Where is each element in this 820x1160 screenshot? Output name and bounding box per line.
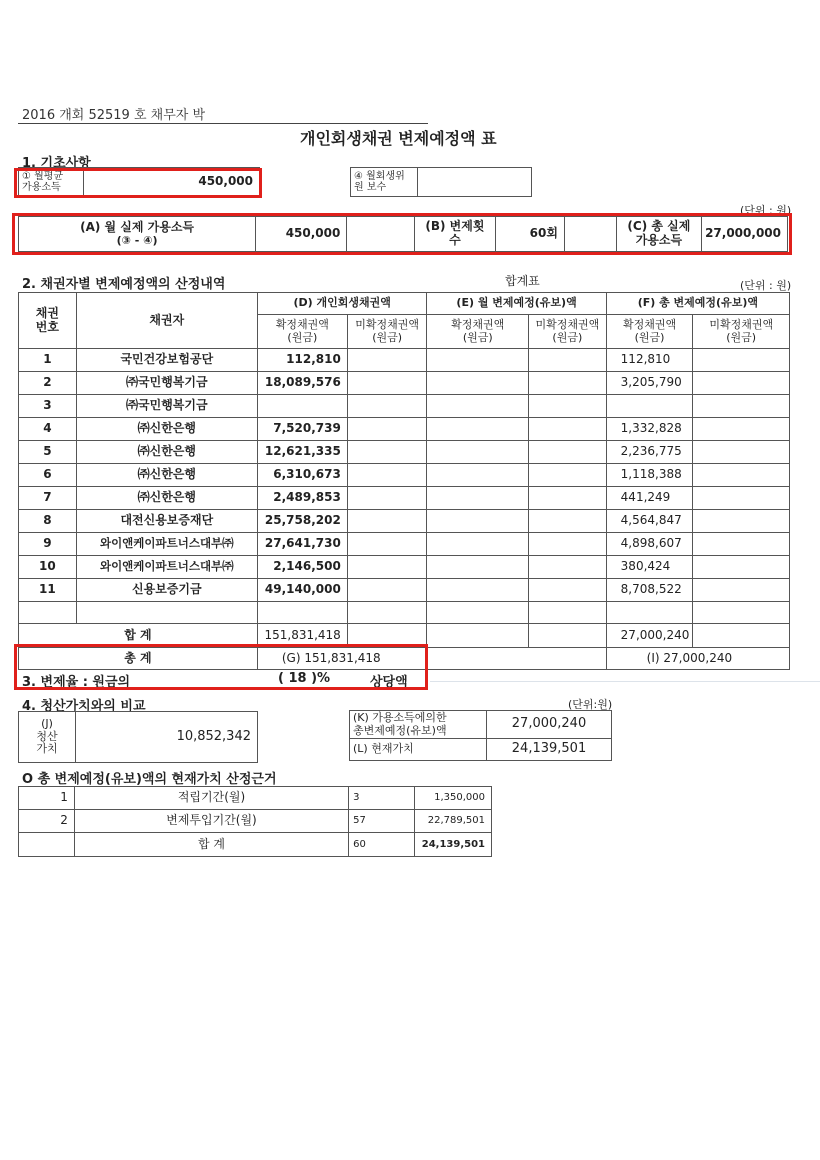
table-row <box>19 372 790 395</box>
row-cell <box>693 418 790 441</box>
row-cell <box>529 602 607 624</box>
row-cell <box>76 602 257 624</box>
row-cell <box>427 418 529 441</box>
row-no: 5 <box>19 441 77 464</box>
a-value: 450,000 <box>256 217 347 252</box>
row-cell <box>427 395 529 418</box>
a-label-l1: (A) 월 실제 가용소득 <box>80 219 195 234</box>
row-creditor: ㈜국민행복기금 <box>76 395 257 418</box>
table-row <box>19 349 790 372</box>
row-d: 6,310,673 <box>257 464 347 487</box>
row-cell <box>347 349 427 372</box>
row-cell <box>427 556 529 579</box>
basis-sum-row <box>19 833 492 857</box>
table-row <box>19 441 790 464</box>
row-f: 1,332,828 <box>606 418 693 441</box>
basis-label: 변제투입기간(월) <box>74 810 348 833</box>
head-creditor: 채권자 <box>76 293 257 349</box>
j-value: 10,852,342 <box>76 712 258 763</box>
row-cell <box>427 510 529 533</box>
row-d: 7,520,739 <box>257 418 347 441</box>
row-cell <box>529 533 607 556</box>
row-cell <box>427 579 529 602</box>
row-no: 8 <box>19 510 77 533</box>
row-cell <box>693 441 790 464</box>
sub-label: (원금) <box>287 330 318 344</box>
row-f: 8,708,522 <box>606 579 693 602</box>
row-creditor: 국민건강보험공단 <box>76 349 257 372</box>
row-cell <box>347 395 427 418</box>
sub-label: (원금) <box>462 330 493 344</box>
sec2-summary-label: 합계표 <box>505 274 540 288</box>
row-cell <box>529 510 607 533</box>
sub-label: 확정채권액 <box>622 317 677 331</box>
row-d: 18,089,576 <box>257 372 347 395</box>
sub-d-confirmed <box>257 315 347 349</box>
sub-e-unconfirmed <box>529 315 607 349</box>
row-d: 12,621,335 <box>257 441 347 464</box>
row-f: 1,118,388 <box>606 464 693 487</box>
table-row <box>19 418 790 441</box>
highlight-box-summary <box>12 213 792 255</box>
row-cell <box>529 556 607 579</box>
row-cell <box>427 487 529 510</box>
row-creditor: 신용보증기금 <box>76 579 257 602</box>
row-cell <box>347 372 427 395</box>
b-value: 60회 <box>496 217 565 252</box>
b-label-l2: 수 <box>449 233 461 247</box>
trustee-table <box>350 167 532 197</box>
basis-label: 적립기간(월) <box>74 787 348 810</box>
basis-months: 3 <box>349 787 415 810</box>
row-d: 112,810 <box>257 349 347 372</box>
row-f <box>606 395 693 418</box>
trustee-label-l1: ④ 월회생위 <box>354 170 405 182</box>
sec3-title: 3. 변제율 : 원금의 <box>22 675 131 690</box>
row-cell <box>529 464 607 487</box>
row-cell <box>427 624 529 648</box>
row-cell <box>529 487 607 510</box>
row-cell <box>347 487 427 510</box>
sub-label: (원금) <box>726 330 757 344</box>
sum-d: 151,831,418 <box>257 624 347 648</box>
row-d: 2,146,500 <box>257 556 347 579</box>
sec4-unit: (단위:원) <box>568 698 613 711</box>
sub-f-unconfirmed <box>693 315 790 349</box>
table-row <box>19 556 790 579</box>
sum-f: 27,000,240 <box>606 624 693 648</box>
row-cell <box>693 510 790 533</box>
row-cell <box>347 533 427 556</box>
head-no-l1: 채권 <box>35 305 59 320</box>
liquidation-table <box>18 711 258 763</box>
sec1-title: 1. 기초사항 <box>22 156 91 171</box>
c-label-l1: (C) 총 실제 <box>627 219 691 234</box>
row-cell <box>19 833 75 857</box>
row-cell <box>693 602 790 624</box>
basis-sum-amount: 24,139,501 <box>414 833 491 857</box>
row-d: 25,758,202 <box>257 510 347 533</box>
basis-no: 1 <box>19 787 75 810</box>
table-row <box>19 487 790 510</box>
row-cell <box>693 579 790 602</box>
sec3-rate: ( 18 )% <box>278 671 331 686</box>
table-row <box>19 395 790 418</box>
income-label-l1: ① 월평균 <box>22 170 64 182</box>
row-cell <box>529 418 607 441</box>
row-cell <box>347 418 427 441</box>
sec4-title: 4. 청산가치와의 비교 <box>22 699 146 714</box>
row-cell <box>427 464 529 487</box>
row-cell <box>347 602 427 624</box>
row-f: 4,898,607 <box>606 533 693 556</box>
sub-label: (원금) <box>372 330 403 344</box>
row-no: 10 <box>19 556 77 579</box>
sub-f-confirmed <box>606 315 693 349</box>
row-cell <box>529 624 607 648</box>
row-creditor: ㈜국민행복기금 <box>76 372 257 395</box>
row-f: 380,424 <box>606 556 693 579</box>
row-no: 1 <box>19 349 77 372</box>
l-label: (L) 현재가치 <box>350 739 487 761</box>
head-no-l2: 번호 <box>35 319 59 334</box>
table-row <box>19 510 790 533</box>
row-no: 2 <box>19 372 77 395</box>
trustee-value <box>418 168 532 197</box>
row-creditor: 와이앤케이파트너스대부㈜ <box>76 556 257 579</box>
sub-label: (원금) <box>634 330 665 344</box>
trustee-label-l2: 원 보수 <box>354 182 387 193</box>
highlight-box-rate <box>14 644 428 690</box>
row-cell <box>347 579 427 602</box>
basis-months: 57 <box>349 810 415 833</box>
row-cell <box>347 464 427 487</box>
row-cell <box>427 602 529 624</box>
sub-label: 확정채권액 <box>275 317 329 331</box>
row-cell <box>427 441 529 464</box>
table-row <box>19 533 790 556</box>
row-no: 3 <box>19 395 77 418</box>
sub-label: 미확정채권액 <box>535 317 600 331</box>
sub-label: (원금) <box>552 330 583 344</box>
row-cell <box>529 349 607 372</box>
row-cell <box>693 533 790 556</box>
row-cell <box>693 487 790 510</box>
row-creditor: ㈜신한은행 <box>76 464 257 487</box>
table-row <box>19 579 790 602</box>
sub-label: 미확정채권액 <box>709 317 774 331</box>
row-f: 3,205,790 <box>606 372 693 395</box>
row-cell <box>529 395 607 418</box>
sec1-unit: (단위 : 원) <box>740 204 792 217</box>
row-no: 11 <box>19 579 77 602</box>
row-cell <box>693 372 790 395</box>
sec3-suffix: 상당액 <box>370 675 408 690</box>
faint-rule <box>430 681 820 682</box>
row-cell <box>693 556 790 579</box>
income-value: 450,000 <box>84 168 260 197</box>
k-value: 27,000,240 <box>487 711 612 739</box>
row-d: 27,641,730 <box>257 533 347 556</box>
row-cell <box>529 372 607 395</box>
total-label: 총 계 <box>19 648 258 670</box>
table-row <box>19 464 790 487</box>
row-f: 2,236,775 <box>606 441 693 464</box>
a-label-l2: (③ - ④) <box>116 233 158 247</box>
j-label-l2: 청산 <box>36 729 58 743</box>
row-cell <box>427 372 529 395</box>
row-no: 9 <box>19 533 77 556</box>
row-cell <box>427 533 529 556</box>
sub-label: 미확정채권액 <box>355 317 420 331</box>
sub-label: 확정채권액 <box>451 317 505 331</box>
row-no: 6 <box>19 464 77 487</box>
basis-sum-label: 합 계 <box>74 833 348 857</box>
table-row-blank <box>19 602 790 624</box>
head-f: (F) 총 변제예정(유보)액 <box>606 293 789 315</box>
basis-amount: 22,789,501 <box>414 810 491 833</box>
l-value: 24,139,501 <box>487 739 612 761</box>
sec2-title: 2. 채권자별 변제예정액의 산정내역 <box>22 277 226 292</box>
head-e: (E) 월 변제예정(유보)액 <box>427 293 606 315</box>
basis-table <box>18 786 492 857</box>
present-value-table <box>349 710 612 761</box>
row-cell <box>257 602 347 624</box>
row-cell <box>606 602 693 624</box>
row-f: 4,564,847 <box>606 510 693 533</box>
sec2-unit: (단위 : 원) <box>740 279 792 292</box>
row-cell <box>693 349 790 372</box>
total-i: (I) 27,000,240 <box>606 648 789 670</box>
row-creditor: ㈜신한은행 <box>76 418 257 441</box>
header-rule <box>18 123 428 124</box>
row-no: 4 <box>19 418 77 441</box>
doc-title: 개인회생채권 변제예정액 표 <box>300 129 497 148</box>
row-creditor: ㈜신한은행 <box>76 441 257 464</box>
row-creditor: ㈜신한은행 <box>76 487 257 510</box>
b-label-l1: (B) 변제횟 <box>425 219 485 234</box>
row-cell <box>427 349 529 372</box>
table-row <box>19 787 492 810</box>
highlight-box-income <box>14 168 262 198</box>
row-cell <box>693 464 790 487</box>
row-d: 2,489,853 <box>257 487 347 510</box>
row-cell <box>529 441 607 464</box>
c-value: 27,000,000 <box>702 217 788 252</box>
row-cell <box>693 395 790 418</box>
head-no <box>19 293 77 349</box>
row-d <box>257 395 347 418</box>
basis-amount: 1,350,000 <box>414 787 491 810</box>
sum-label: 합 계 <box>19 624 258 648</box>
case-line: 2016 개회 52519 호 채무자 박 <box>22 108 206 123</box>
row-cell <box>529 579 607 602</box>
head-d: (D) 개인회생채권액 <box>257 293 427 315</box>
row-cell <box>19 602 77 624</box>
k-label-l1: (K) 가용소득에의한 <box>353 710 447 724</box>
row-d: 49,140,000 <box>257 579 347 602</box>
total-g: (G) 151,831,418 <box>257 648 606 670</box>
c-label-l2: 가용소득 <box>635 233 683 247</box>
basis-sum-months: 60 <box>349 833 415 857</box>
k-label-l2: 총변제예정(유보)액 <box>353 723 447 737</box>
creditor-table <box>18 292 790 670</box>
row-cell <box>347 441 427 464</box>
row-cell <box>693 624 790 648</box>
basis-no: 2 <box>19 810 75 833</box>
row-f: 112,810 <box>606 349 693 372</box>
row-creditor: 와이앤케이파트너스대부㈜ <box>76 533 257 556</box>
row-cell <box>347 556 427 579</box>
sub-d-unconfirmed <box>347 315 427 349</box>
row-cell <box>347 510 427 533</box>
sub-e-confirmed <box>427 315 529 349</box>
row-no: 7 <box>19 487 77 510</box>
j-label-l1: (J) <box>41 717 53 731</box>
sec5-title: O 총 변제예정(유보)액의 현재가치 산정근거 <box>22 772 277 787</box>
row-creditor: 대전신용보증재단 <box>76 510 257 533</box>
table-row <box>19 810 492 833</box>
j-label-l3: 가치 <box>36 742 58 756</box>
income-label-l2: 가용소득 <box>22 182 61 193</box>
row-f: 441,249 <box>606 487 693 510</box>
